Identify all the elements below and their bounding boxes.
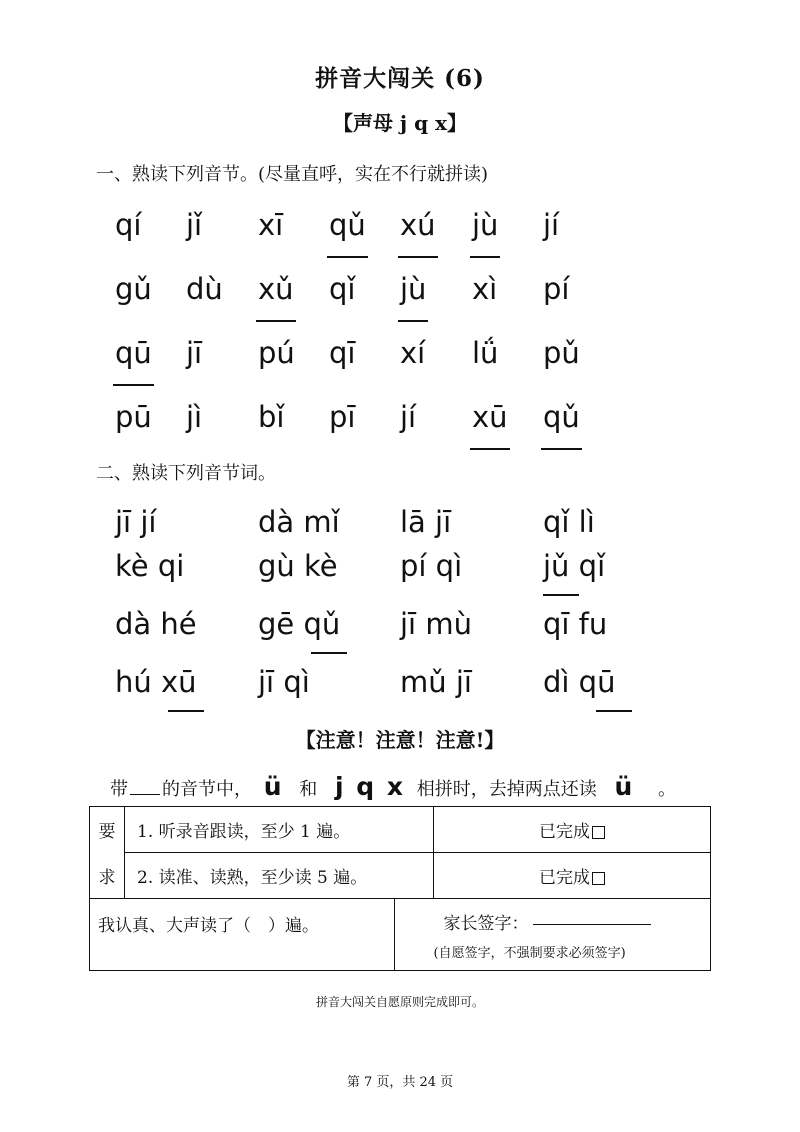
syllable: dù	[186, 272, 223, 306]
word: jī qì	[258, 665, 310, 699]
req-done-1	[434, 807, 711, 853]
footer-note: 拼音大闯关自愿原则完成即可。	[315, 995, 484, 1009]
underline-mark	[543, 594, 579, 596]
notice-title: 【注意！注意！注意!】	[295, 728, 505, 752]
parent-signature-cell	[434, 899, 711, 971]
section1-heading: 一、熟读下列音节。(尽量直呼，实在不行就拼读)	[96, 164, 489, 185]
word: dà mǐ	[258, 505, 340, 539]
word: gē qǔ	[258, 607, 341, 641]
word: kè qi	[115, 549, 185, 583]
req-item-2: 2. 读准、读熟，至少读 5 遍。	[125, 853, 434, 899]
page-title: 拼音大闯关 (6)	[315, 65, 485, 92]
syllable: jì	[186, 400, 203, 434]
section2-heading: 二、熟读下列音节词。	[96, 463, 276, 484]
syllable-underlined: qǔ	[329, 208, 366, 242]
syllable-underlined: jù	[400, 272, 427, 306]
syllable-underlined: xū	[472, 400, 508, 434]
syllable: xī	[258, 208, 284, 242]
word: gù kè	[258, 549, 338, 583]
word: qǐ lì	[543, 505, 595, 539]
syllable: qí	[115, 208, 142, 242]
syllable: qǐ	[329, 272, 356, 306]
done-label: 已完成	[539, 868, 590, 888]
checkbox-icon[interactable]	[592, 826, 605, 839]
jqx-letters: j q x	[335, 772, 406, 801]
syllable: pū	[115, 400, 152, 434]
req-done-2	[434, 853, 711, 899]
signature-line[interactable]	[533, 924, 651, 925]
syllable: jí	[400, 400, 417, 434]
blank-line	[130, 794, 160, 795]
parent-sign-label: 家长签字：	[443, 914, 529, 934]
u-umlaut: ü	[614, 772, 633, 801]
word: jī jí	[115, 505, 157, 539]
read-times: 我认真、大声读了（ ）遍。	[90, 899, 434, 971]
word: dà hé	[115, 607, 197, 641]
req-label: 要	[90, 807, 125, 853]
syllable: jí	[543, 208, 560, 242]
page-number: 第 7 页，共 24 页	[346, 1075, 454, 1090]
syllable: jǐ	[186, 208, 203, 242]
parent-sign-row	[434, 899, 711, 934]
syllable: pú	[258, 336, 295, 370]
word: jǔ qǐ	[543, 549, 606, 583]
notice-rule	[110, 772, 676, 801]
syllable-underlined: jù	[472, 208, 499, 242]
page-subtitle: 【声母 j q x】	[332, 111, 468, 135]
notice-text: 。	[658, 779, 677, 800]
syllable: lǘ	[472, 336, 499, 370]
syllable: gǔ	[115, 272, 152, 306]
word: lā jī	[400, 505, 452, 539]
u-umlaut: ü	[263, 772, 282, 801]
syllable: xí	[400, 336, 426, 370]
notice-text: 的音节中，	[162, 779, 252, 800]
requirements-table	[89, 806, 711, 971]
word: hú xū	[115, 665, 197, 699]
parent-note: (自愿签字，不强制要求必须签字)	[433, 946, 626, 961]
syllable-underlined: xú	[400, 208, 436, 242]
divider	[394, 899, 395, 970]
word: jī mù	[400, 607, 472, 641]
syllable: pǔ	[543, 336, 580, 370]
underline-mark	[311, 652, 347, 654]
underline-mark	[596, 710, 632, 712]
req-item-1: 1. 听录音跟读，至少 1 遍。	[125, 807, 434, 853]
notice-text: 带	[110, 779, 128, 800]
checkbox-icon[interactable]	[592, 872, 605, 885]
syllable: jī	[186, 336, 203, 370]
syllable: pí	[543, 272, 570, 306]
notice-text: 和	[299, 779, 318, 800]
syllable-underlined: qū	[115, 336, 152, 370]
syllable: pī	[329, 400, 356, 434]
syllable: qī	[329, 336, 356, 370]
syllable: bǐ	[258, 400, 285, 434]
word: qī fu	[543, 607, 608, 641]
syllable-underlined: qǔ	[543, 400, 580, 434]
notice-text: 相拼时，去掉两点还读	[416, 779, 597, 800]
word: pí qì	[400, 549, 463, 583]
word: mǔ jī	[400, 665, 472, 699]
underline-mark	[168, 710, 204, 712]
word: dì qū	[543, 665, 616, 699]
req-label: 求	[90, 853, 125, 899]
done-label: 已完成	[539, 822, 590, 842]
syllable-underlined: xǔ	[258, 272, 294, 306]
syllable: xì	[472, 272, 498, 306]
